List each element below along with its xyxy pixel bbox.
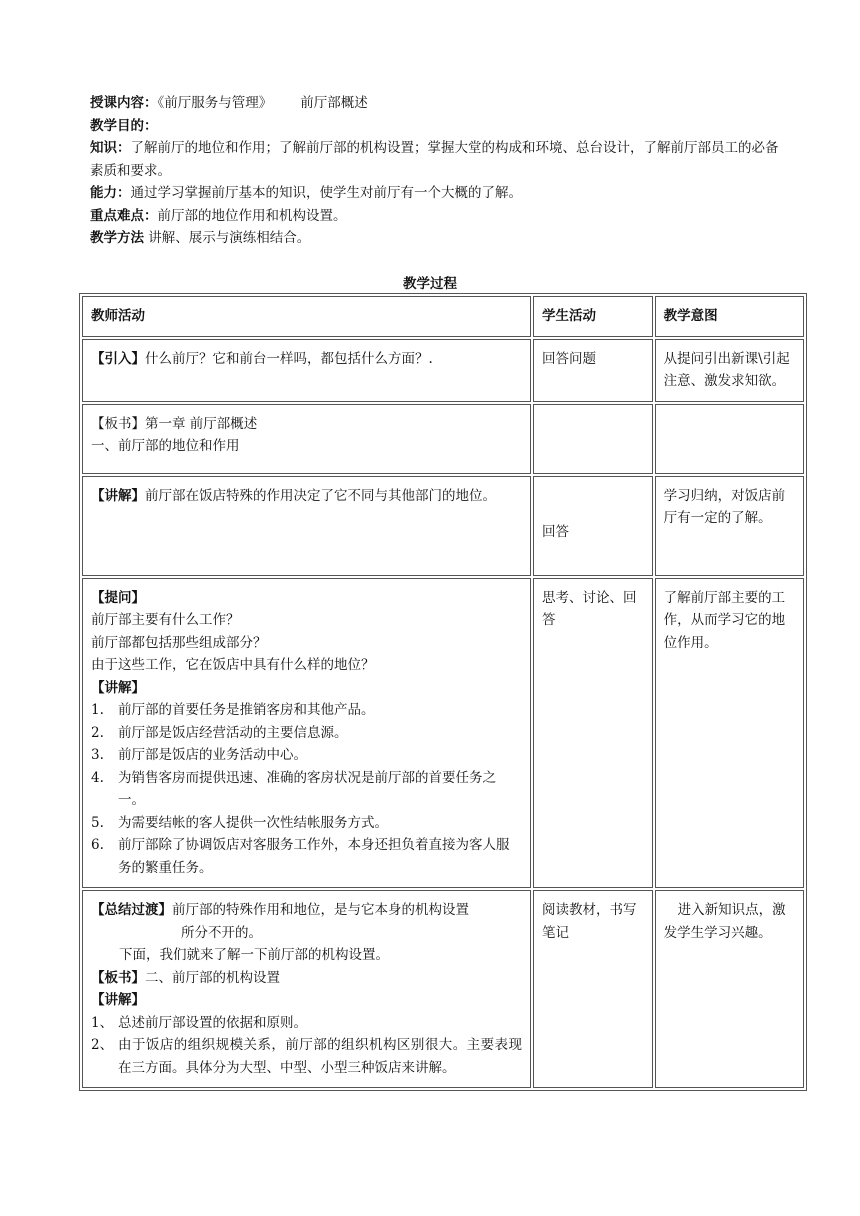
tag-explain: 【讲解】 bbox=[91, 992, 145, 1008]
list-item: 5. 为需要结帐的客人提供一次性结帐服务方式。 bbox=[91, 814, 388, 831]
header-intent: 教学意图 bbox=[655, 296, 804, 337]
table-row bbox=[82, 339, 804, 402]
tag-explain: 【讲解】 bbox=[91, 679, 145, 696]
list-item: 6. 前厅部除了协调饭店对客服务工作外，本身还担负着直接为客人服务的繁重任务。 bbox=[91, 837, 510, 876]
header-student: 学生活动 bbox=[533, 296, 653, 337]
student-cell bbox=[533, 404, 653, 474]
list-item: 3. 前厅部是饭店的业务活动中心。 bbox=[91, 747, 307, 763]
student-cell: 回答问题 bbox=[533, 339, 653, 402]
table-row bbox=[82, 404, 804, 474]
board-line-2: 一、前厅部的地位和作用 bbox=[91, 438, 240, 454]
student-answer: 回答 bbox=[542, 523, 569, 540]
teacher-cell bbox=[82, 476, 531, 576]
student-cell: 阅读教材，书写笔记 bbox=[533, 890, 653, 1088]
teacher-cell bbox=[82, 404, 531, 474]
key-label: 重点难点： bbox=[90, 207, 158, 224]
intent-cell: 进入新知识点，激发学生学习兴趣。 bbox=[655, 890, 804, 1088]
summary-line bbox=[91, 899, 522, 922]
student-cell: 思考、讨论、回答 bbox=[533, 578, 653, 889]
key-text: 前厅部的地位作用和机构设置。 bbox=[157, 207, 347, 224]
intent-cell: 了解前厅部主要的工作，从而学习它的地位作用。 bbox=[655, 578, 804, 889]
summary-b: 所分不开的。 bbox=[181, 924, 262, 941]
explain-text: 前厅部在饭店特殊的作用决定了它不同与其他部门的地位。 bbox=[145, 487, 496, 504]
teacher-cell bbox=[82, 578, 531, 889]
method-line bbox=[90, 227, 790, 250]
ability-text: 通过学习掌握前厅基本的知识，使学生对前厅有一个大概的了解。 bbox=[130, 185, 522, 201]
method-label: 教学方法 bbox=[90, 230, 144, 246]
header-teacher: 教师活动 bbox=[82, 296, 531, 337]
tag-explain: 【讲解】 bbox=[91, 487, 145, 504]
student-cell bbox=[533, 476, 653, 576]
list-item: 2、 由于饭店的组织规模关系，前厅部的组织机构区别很大。主要表现在三方面。具体分为大型、中型、小型三种饭店来讲解。 bbox=[91, 1037, 522, 1076]
intent-cell bbox=[655, 404, 804, 474]
objective-label: 教学目的： bbox=[90, 117, 158, 134]
process-table bbox=[79, 293, 807, 1091]
key-line bbox=[90, 205, 790, 228]
list-item: 4. 为销售客房而提供迅速、准确的客房状况是前厅部的首要任务之一。 bbox=[91, 769, 496, 808]
table-row bbox=[82, 890, 804, 1088]
summary-a: 前厅部的特殊作用和地位，是与它本身的机构设置 bbox=[172, 902, 469, 918]
intent-cell: 学习归纳，对饭店前厅有一定的了解。 bbox=[655, 476, 804, 576]
ability-line bbox=[90, 182, 790, 205]
knowledge-label: 知识： bbox=[90, 140, 131, 156]
knowledge-line bbox=[90, 137, 790, 182]
tag-summary: 【总结过渡】 bbox=[91, 902, 172, 918]
intent-cell: 从提问引出新课\引起注意、激发求知欲。 bbox=[655, 339, 804, 402]
intro-text: 什么前厅？它和前台一样吗，都包括什么方面？. bbox=[145, 350, 433, 367]
teacher-cell bbox=[82, 339, 531, 402]
question-3: 由于这些工作，它在饭店中具有什么样的地位？ bbox=[91, 657, 375, 673]
explain-list bbox=[91, 1012, 522, 1080]
board-line bbox=[91, 967, 522, 990]
knowledge-text: 了解前厅的地位和作用；了解前厅部的机构设置；掌握大堂的构成和环境、总台设计，了解前厅部员工的必备素质和要求。 bbox=[90, 140, 779, 179]
board-text: 二、前厅部的机构设置 bbox=[145, 969, 280, 986]
tag-intro: 【引入】 bbox=[91, 350, 145, 367]
tag-board: 【板书】 bbox=[91, 969, 145, 986]
process-title: 教学过程 bbox=[403, 276, 457, 292]
course-value: 《前厅服务与管理》 bbox=[157, 95, 273, 111]
course-line bbox=[90, 92, 790, 115]
transition-text: 下面，我们就来了解一下前厅部的机构设置。 bbox=[119, 947, 389, 963]
question-1: 前厅部主要有什么工作？ bbox=[91, 612, 240, 628]
objective-line bbox=[90, 115, 790, 138]
table-row bbox=[82, 578, 804, 889]
table-header-row bbox=[82, 296, 804, 337]
list-item: 1、 总述前厅部设置的依据和原则。 bbox=[91, 1014, 307, 1031]
teacher-cell bbox=[82, 890, 531, 1088]
explain-list bbox=[91, 699, 522, 879]
table-row bbox=[82, 476, 804, 576]
ability-label: 能力： bbox=[90, 185, 131, 201]
question-2: 前厅部都包括那些组成部分？ bbox=[91, 634, 267, 651]
lesson-header bbox=[90, 92, 790, 250]
tag-ask: 【提问】 bbox=[91, 589, 145, 606]
method-text: 讲解、展示与演练相结合。 bbox=[144, 230, 311, 246]
course-label: 授课内容： bbox=[90, 95, 158, 111]
course-chapter: 前厅部概述 bbox=[300, 95, 368, 111]
board-line-1: 【板书】第一章 前厅部概述 bbox=[91, 415, 258, 432]
list-item: 1. 前厅部的首要任务是推销客房和其他产品。 bbox=[91, 702, 375, 718]
list-item: 2. 前厅部是饭店经营活动的主要信息源。 bbox=[91, 724, 348, 741]
